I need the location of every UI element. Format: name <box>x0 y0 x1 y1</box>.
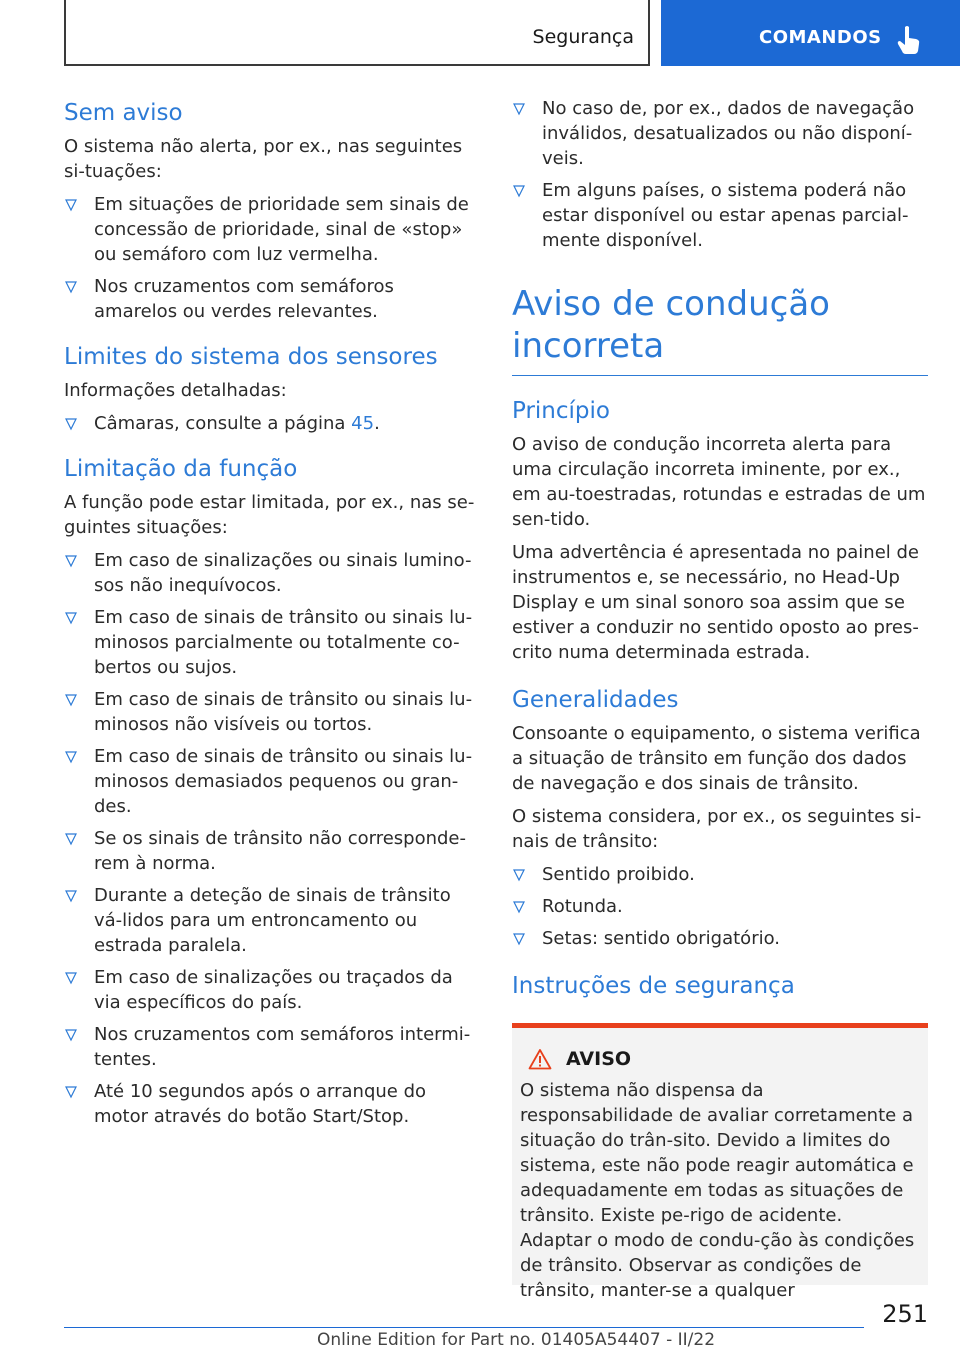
triangle-bullet-icon <box>65 612 77 624</box>
list-item: Câmaras, consulte a página 45. <box>64 411 482 436</box>
list-item: Rotunda. <box>512 894 928 919</box>
limites-sensores-intro: Informações detalhadas: <box>64 380 287 401</box>
limites-sensores-list <box>64 411 482 436</box>
triangle-bullet-icon <box>65 972 77 984</box>
header-chapter-title: COMANDOS <box>759 27 882 48</box>
page-reference-link[interactable]: 45 <box>351 413 375 434</box>
page-number: 251 <box>882 1300 928 1328</box>
sem-aviso-list <box>64 192 482 324</box>
header-chapter-tab[interactable] <box>661 0 960 66</box>
list-item: Durante a deteção de sinais de trânsito vá-lidos para um entroncamento ou estrada paralela. <box>64 883 482 958</box>
footer-edition: Online Edition for Part no. 01405A54407 - II/22 <box>317 1330 716 1350</box>
triangle-bullet-icon <box>65 890 77 902</box>
list-item: Em caso de sinais de trânsito ou sinais lu-minosos não visíveis ou tortos. <box>64 687 482 737</box>
heading-sem-aviso: Sem aviso <box>64 100 183 126</box>
list-item: Em alguns países, o sistema poderá não estar disponível ou estar apenas parcial-mente disponível. <box>512 178 928 253</box>
list-item: Setas: sentido obrigatório. <box>512 926 928 951</box>
triangle-bullet-icon <box>65 751 77 763</box>
list-item: Sentido proibido. <box>512 862 928 887</box>
header-section-box <box>64 0 650 66</box>
heading-limites-sensores: Limites do sistema dos sensores <box>64 344 438 370</box>
principio-text-2: Uma advertência é apresentada no painel de instrumentos e, se necessário, no Head-Up Display e um sinal sonoro soa assim que se estiver a conduzir no sentido oposto ao pres-crito numa determinada estrada. <box>512 542 919 663</box>
list-item: No caso de, por ex., dados de navegação inválidos, desatualizados ou não disponí-veis. <box>512 96 928 171</box>
warning-box <box>512 1023 928 1301</box>
generalidades-list <box>512 862 928 951</box>
list-item: Até 10 segundos após o arranque do motor através do botão Start/Stop. <box>64 1079 482 1129</box>
list-item: Em caso de sinais de trânsito ou sinais lu-minosos parcialmente ou totalmente co-bertos ou sujos. <box>64 605 482 680</box>
chapter-heading-aviso-conducao: Aviso de condução incorreta <box>512 283 928 376</box>
triangle-bullet-icon <box>65 1086 77 1098</box>
heading-instrucoes-seguranca: Instruções de segurança <box>512 973 795 999</box>
warning-text: O sistema não dispensa da responsabilidade de avaliar corretamente a situação do trân-sito. Devido a limites do sistema, este não pode reagir automática e adequadamente em todas as situações de trânsito. Existe pe-rigo de acidente. Adaptar o modo de condu-ção às condições de trânsito. Observar as condições de trânsito, manter-se a qualquer <box>520 1080 915 1301</box>
heading-generalidades: Generalidades <box>512 687 679 713</box>
triangle-bullet-icon <box>513 933 525 945</box>
header-section-title: Segurança <box>532 26 634 48</box>
triangle-bullet-icon <box>65 418 77 430</box>
continued-list <box>512 96 928 253</box>
list-item: Em situações de prioridade sem sinais de concessão de prioridade, sinal de «stop» ou semáforo com luz vermelha. <box>64 192 482 267</box>
warning-header <box>520 1048 918 1070</box>
principio-text-1: O aviso de condução incorreta alerta para uma circulação incorreta iminente, por ex., em au-toestradas, rotundas e estradas de um sen-tido. <box>512 434 926 530</box>
list-item: Em caso de sinalizações ou traçados da via específicos do país. <box>64 965 482 1015</box>
list-item: Nos cruzamentos com semáforos intermi-tentes. <box>64 1022 482 1072</box>
heading-limitacao-funcao: Limitação da função <box>64 456 298 482</box>
triangle-bullet-icon <box>513 185 525 197</box>
left-column <box>64 96 482 1136</box>
generalidades-text-1: Consoante o equipamento, o sistema verifica a situação de trânsito em função dos dados de navegação e dos sinais de trânsito. <box>512 723 921 794</box>
right-column <box>512 96 928 1301</box>
limitacao-funcao-list <box>64 548 482 1129</box>
sem-aviso-intro: O sistema não alerta, por ex., nas seguintes si-tuações: <box>64 136 463 182</box>
list-item: Se os sinais de trânsito não corresponde-rem à norma. <box>64 826 482 876</box>
triangle-bullet-icon <box>513 869 525 881</box>
triangle-bullet-icon <box>513 901 525 913</box>
limitacao-funcao-intro: A função pode estar limitada, por ex., nas se-guintes situações: <box>64 492 475 538</box>
warning-triangle-icon <box>528 1048 552 1070</box>
triangle-bullet-icon <box>65 694 77 706</box>
triangle-bullet-icon <box>65 199 77 211</box>
triangle-bullet-icon <box>65 833 77 845</box>
heading-principio: Princípio <box>512 398 610 424</box>
triangle-bullet-icon <box>65 555 77 567</box>
triangle-bullet-icon <box>65 1029 77 1041</box>
list-item: Nos cruzamentos com semáforos amarelos ou verdes relevantes. <box>64 274 482 324</box>
triangle-bullet-icon <box>513 103 525 115</box>
warning-label: AVISO <box>566 1048 632 1070</box>
generalidades-text-2: O sistema considera, por ex., os seguintes si-nais de trânsito: <box>512 806 922 852</box>
list-item: Em caso de sinais de trânsito ou sinais lu-minosos demasiados pequenos ou gran-des. <box>64 744 482 819</box>
triangle-bullet-icon <box>65 281 77 293</box>
footer-divider <box>64 1327 864 1328</box>
pointing-hand-icon <box>896 25 922 55</box>
list-item: Em caso de sinalizações ou sinais lumino-sos não inequívocos. <box>64 548 482 598</box>
